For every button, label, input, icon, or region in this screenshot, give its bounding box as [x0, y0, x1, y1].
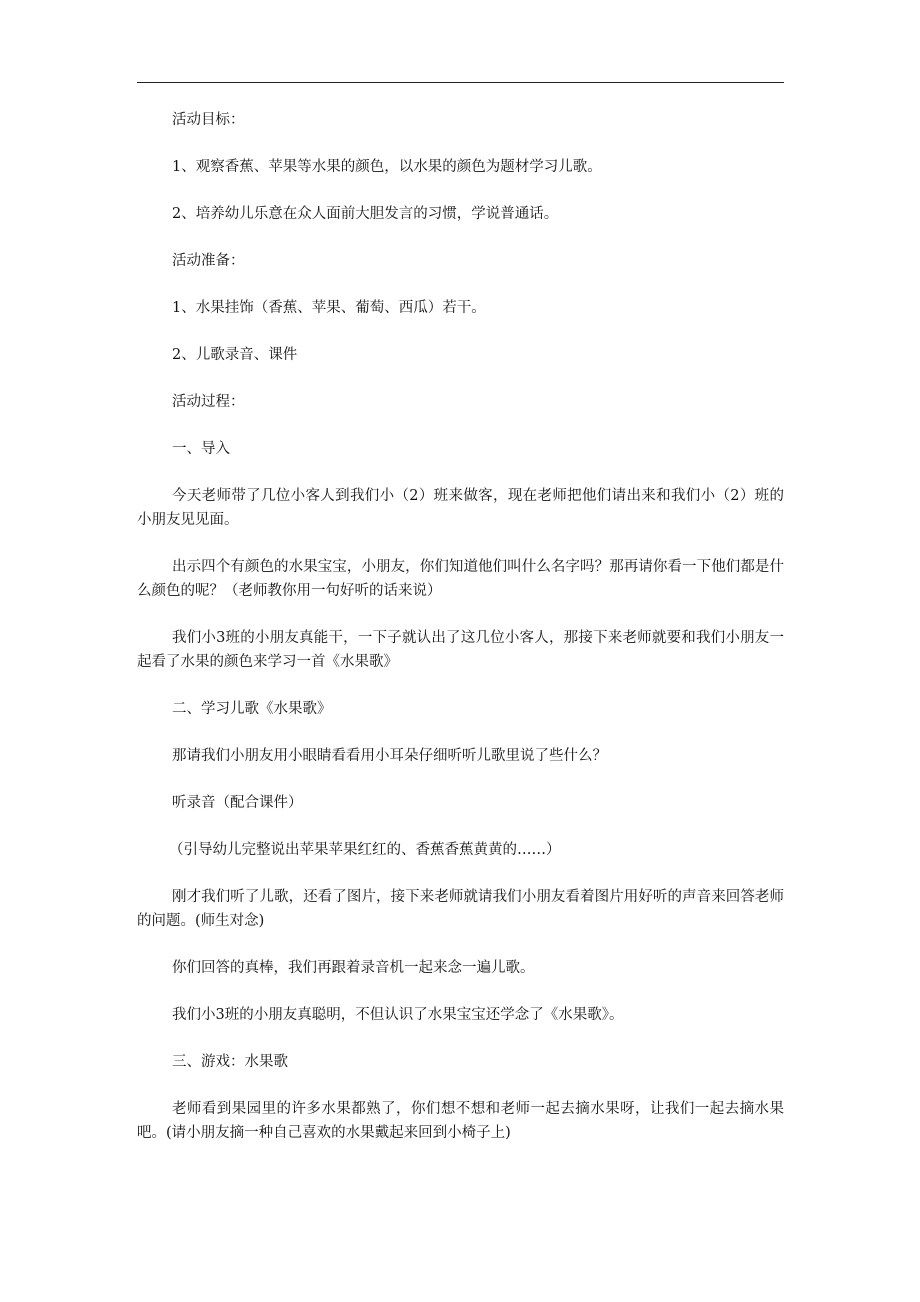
paragraph: 今天老师带了几位小客人到我们小（2）班来做客，现在老师把他们请出来和我们小（2）班的小朋友见见面。	[137, 488, 784, 528]
paragraph: 听录音（配合课件）	[172, 795, 303, 811]
paragraph: 刚才我们听了儿歌，还看了图片，接下来老师就请我们小朋友看着图片用好听的声音来回答老师的问题。(师生对念)	[137, 889, 784, 929]
paragraph: 我们小3班的小朋友真能干，一下子就认出了这几位小客人，那接下来老师就要和我们小朋友一起看了水果的颜色来学习一首《水果歌》	[137, 630, 784, 670]
section-heading-intro: 一、导入	[172, 441, 230, 457]
section-heading-learn-song: 二、学习儿歌《水果歌》	[172, 701, 332, 717]
header-rule	[137, 82, 784, 83]
preparation-item-2: 2、儿歌录音、课件	[172, 347, 298, 363]
goal-item-2: 2、培养幼儿乐意在众人面前大胆发言的习惯，学说普通话。	[172, 206, 559, 222]
document-body	[137, 108, 784, 1168]
section-heading-game: 三、游戏：水果歌	[172, 1054, 288, 1070]
paragraph: 出示四个有颜色的水果宝宝，小朋友，你们知道他们叫什么名字吗？那再请你看一下他们都是什么颜色的呢？（老师教你用一句好听的话来说）	[137, 559, 784, 599]
goal-item-1: 1、观察香蕉、苹果等水果的颜色，以水果的颜色为题材学习儿歌。	[172, 159, 602, 175]
paragraph: 老师看到果园里的许多水果都熟了，你们想不想和老师一起去摘水果呀，让我们一起去摘水果吧。(请小朋友摘一种自己喜欢的水果戴起来回到小椅子上)	[137, 1101, 784, 1141]
heading-activity-preparation: 活动准备：	[172, 253, 245, 269]
paragraph: （引导幼儿完整说出苹果苹果红红的、香蕉香蕉黄黄的……）	[169, 842, 561, 858]
heading-activity-process: 活动过程：	[172, 394, 245, 410]
heading-activity-goals: 活动目标：	[172, 112, 245, 128]
preparation-item-1: 1、水果挂饰（香蕉、苹果、葡萄、西瓜）若干。	[172, 300, 486, 316]
paragraph: 那请我们小朋友用小眼睛看看用小耳朵仔细听听儿歌里说了些什么？	[172, 748, 607, 764]
paragraph: 我们小3班的小朋友真聪明，不但认识了水果宝宝还学念了《水果歌》。	[172, 1007, 624, 1023]
paragraph: 你们回答的真棒，我们再跟着录音机一起来念一遍儿歌。	[172, 960, 535, 976]
